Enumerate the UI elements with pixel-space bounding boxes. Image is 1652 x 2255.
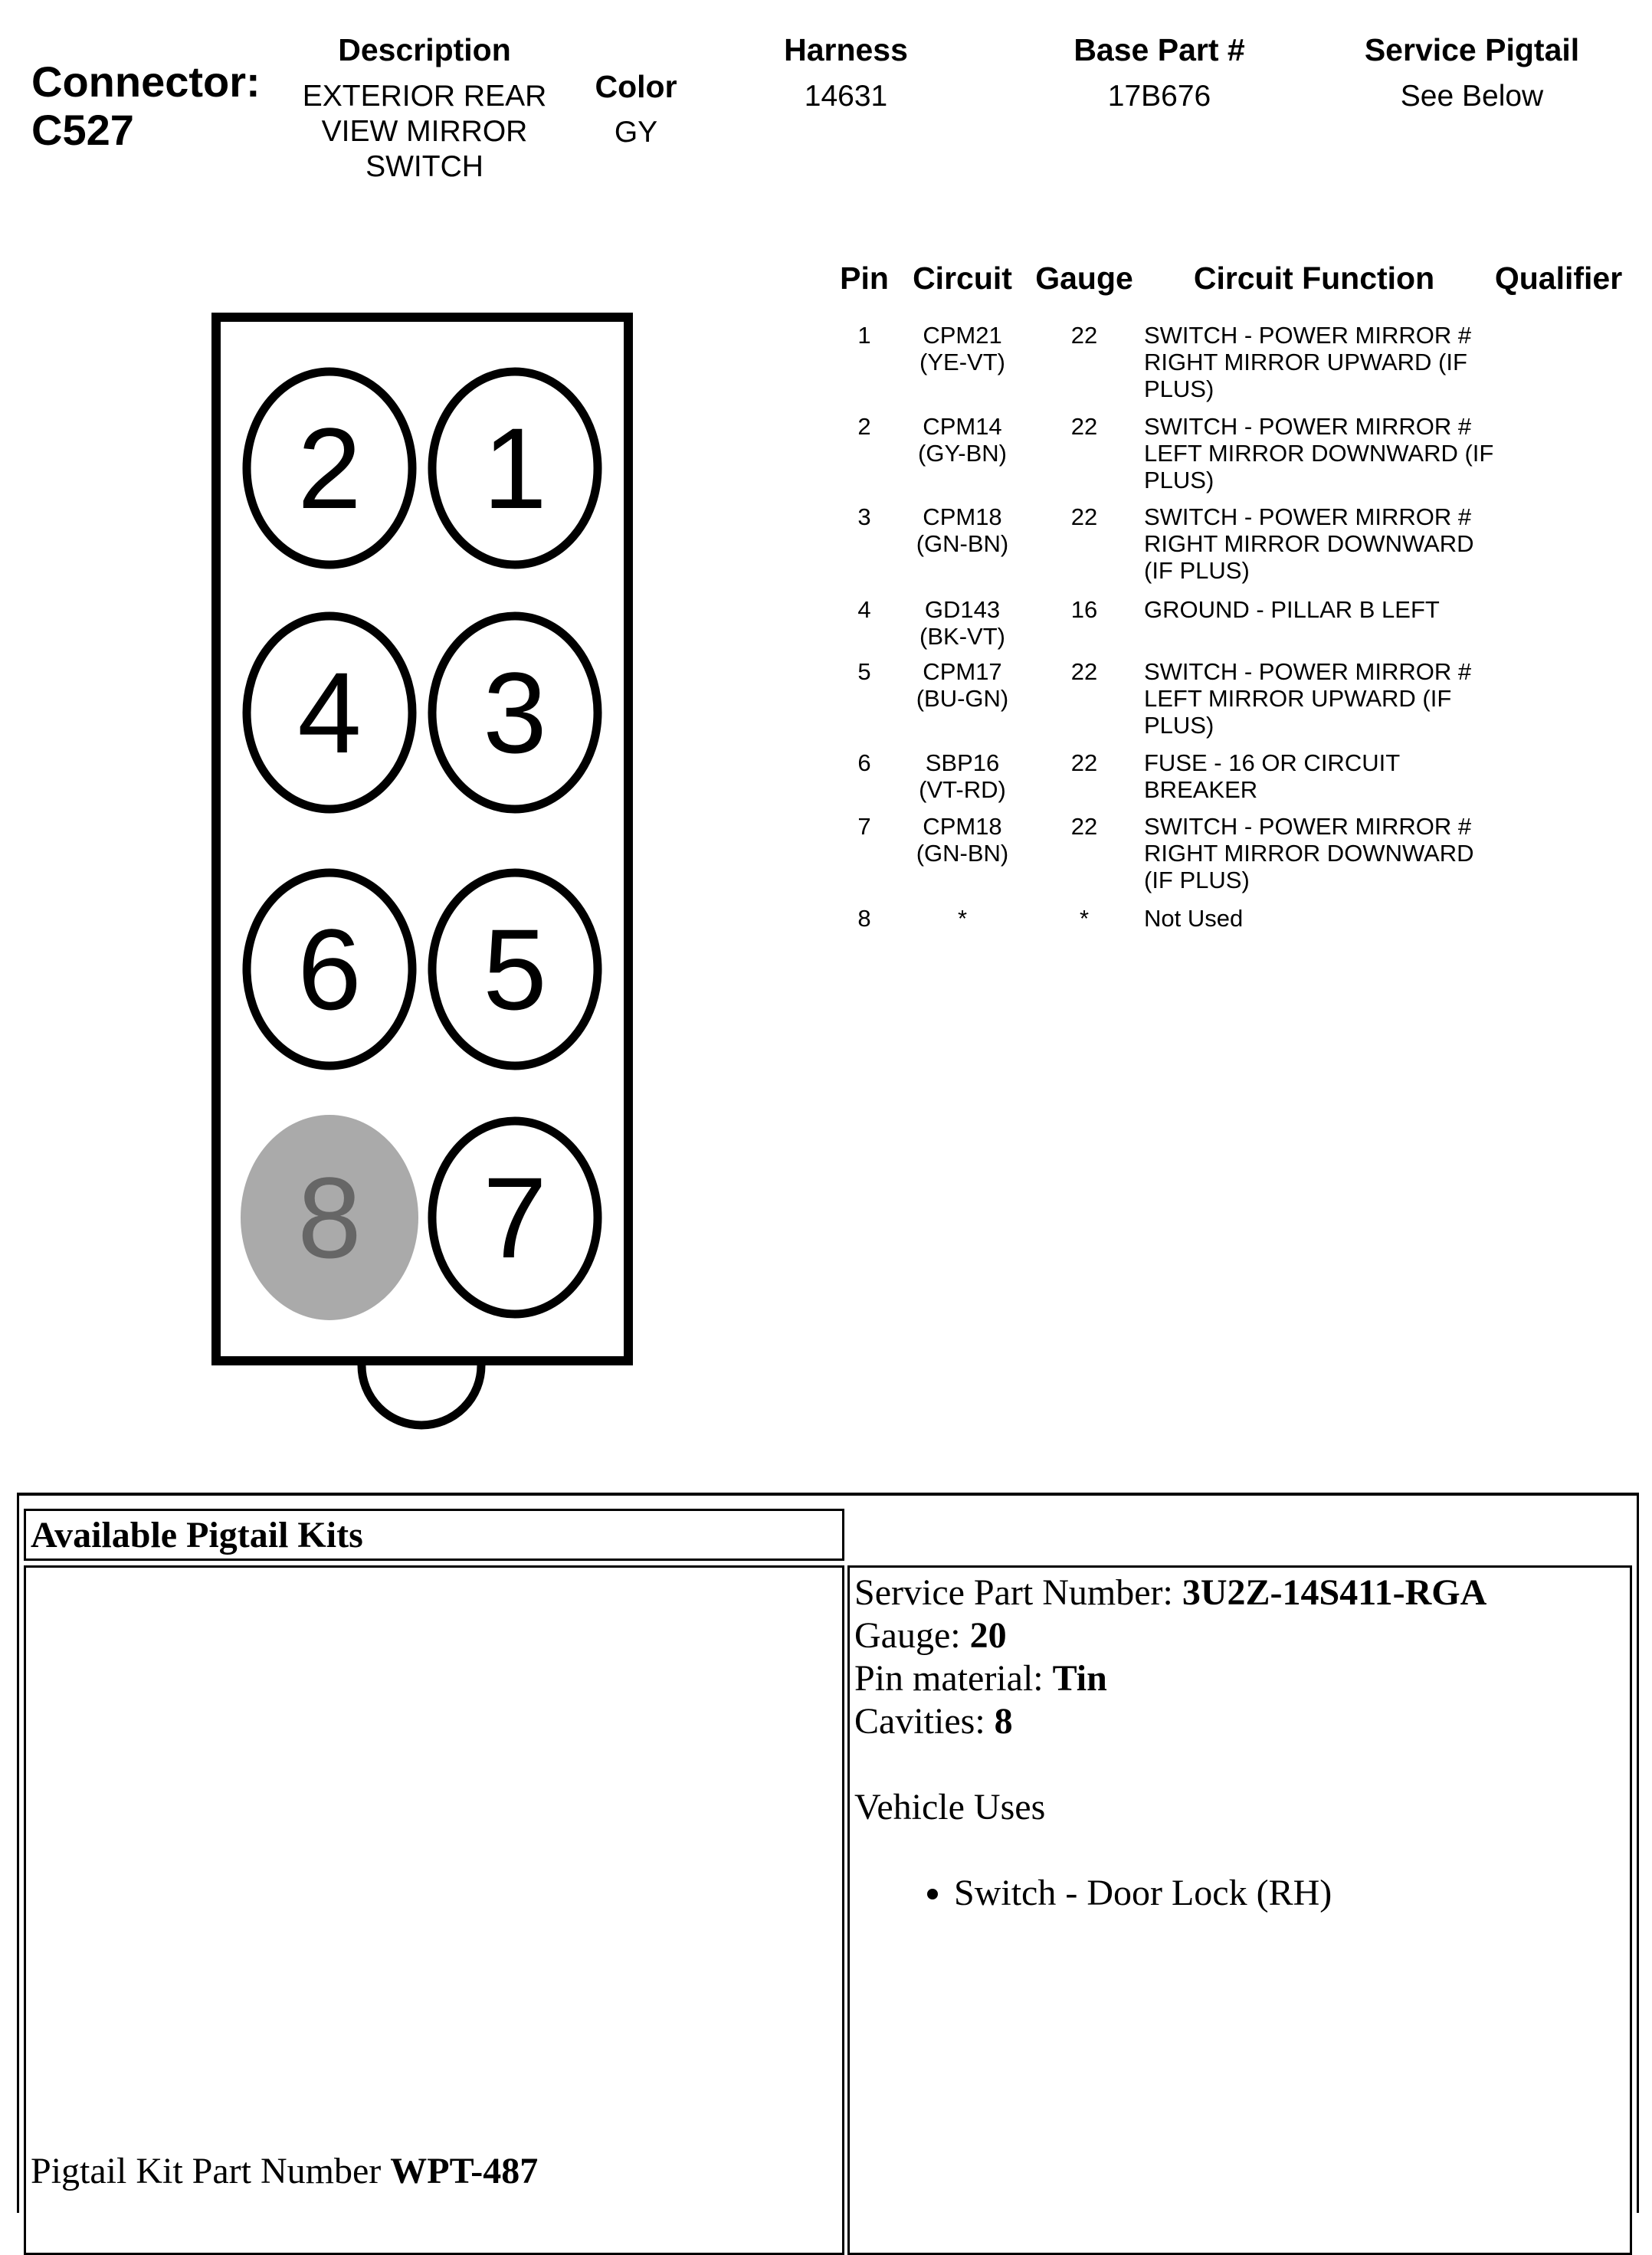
- service-pigtail-value: See Below: [1400, 80, 1544, 113]
- pin-number: 6: [857, 749, 871, 776]
- cavity-label: 7: [483, 1153, 547, 1282]
- circuit-function: SWITCH - POWER MIRROR # LEFT MIRROR DOWNWARD (IF PLUS): [1144, 413, 1494, 493]
- kit-number: WPT-487: [390, 2151, 539, 2191]
- circuit: [916, 503, 1009, 557]
- col-qualifier: Qualifier: [1494, 261, 1623, 296]
- service-pigtail-header: Service Pigtail: [1364, 32, 1580, 67]
- description-line: SWITCH: [365, 150, 483, 183]
- pigtail-title-cell: [24, 1509, 844, 1561]
- circuit: [918, 413, 1007, 467]
- circuit-id: CPM21: [923, 322, 1002, 349]
- vehicle-use-item: • Switch - Door Lock (RH): [954, 1872, 1630, 1915]
- connector-latch: [362, 1365, 481, 1425]
- description-header: Description: [338, 32, 511, 67]
- vehicle-uses-list: [854, 1872, 1630, 1915]
- wire-color: (BU-GN): [916, 685, 1009, 712]
- description-line: EXTERIOR REAR: [302, 80, 547, 113]
- cavity-label: 2: [297, 404, 362, 533]
- circuit-function: GROUND - PILLAR B LEFT: [1144, 596, 1440, 623]
- pigtail-details-cell: [847, 1565, 1632, 2255]
- wire-color: (YE-VT): [919, 349, 1005, 375]
- circuit-id: *: [957, 905, 968, 932]
- gauge: 22: [1070, 813, 1098, 840]
- pin-number: 4: [857, 596, 871, 623]
- circuit-function: SWITCH - POWER MIRROR # RIGHT MIRROR UPWARD (IF PLUS): [1144, 322, 1472, 402]
- pigtail-kit-cell: [24, 1565, 844, 2255]
- circuit-function: SWITCH - POWER MIRROR # RIGHT MIRROR DOWNWARD (IF PLUS): [1144, 503, 1474, 584]
- label: Service Part Number:: [854, 1572, 1182, 1613]
- base-part-header: Base Part #: [1073, 32, 1245, 67]
- cavity-label: 4: [297, 648, 362, 777]
- gauge: 16: [1070, 596, 1098, 623]
- base-part-value: 17B676: [1107, 80, 1211, 113]
- circuit-function: SWITCH - POWER MIRROR # LEFT MIRROR UPWARD (IF PLUS): [1144, 658, 1472, 739]
- vehicle-uses-label: Vehicle Uses: [854, 1787, 1046, 1827]
- circuit-id: CPM18: [923, 503, 1002, 530]
- pin-number: 2: [857, 413, 871, 440]
- value: 20: [969, 1615, 1007, 1656]
- wire-color: (GN-BN): [916, 840, 1009, 867]
- wire-color: (GY-BN): [918, 440, 1007, 467]
- pin-number: 7: [857, 813, 871, 840]
- circuit: [919, 749, 1006, 803]
- cavity-label: 6: [297, 905, 362, 1034]
- color-value: GY: [614, 116, 658, 149]
- circuit: [916, 658, 1009, 712]
- cavity-label: 1: [483, 404, 547, 533]
- connector-diagram: [0, 0, 766, 1456]
- gauge: 22: [1070, 658, 1098, 685]
- gauge: 22: [1070, 322, 1098, 349]
- service-part-number: [854, 1572, 1630, 1614]
- wire-color: (GN-BN): [916, 530, 1009, 557]
- circuit-id: GD143: [924, 596, 1001, 623]
- value: 3U2Z-14S411-RGA: [1182, 1572, 1487, 1613]
- connector-label: Connector:: [31, 57, 261, 106]
- col-circuit-function: Circuit Function: [1193, 261, 1435, 296]
- kit-label: Pigtail Kit Part Number: [31, 2151, 391, 2191]
- value: Tin: [1052, 1658, 1107, 1699]
- gauge: 22: [1070, 749, 1098, 776]
- gauge: [854, 1614, 1630, 1657]
- cavity-label: 5: [483, 905, 547, 1034]
- gauge: 22: [1070, 503, 1098, 530]
- circuit-id: CPM14: [923, 413, 1002, 440]
- pin-number: 8: [857, 905, 871, 932]
- pigtail-kit-part: [31, 2150, 538, 2192]
- color-header: Color: [595, 69, 677, 104]
- wire-color: (VT-RD): [919, 776, 1006, 803]
- cavity-label: 3: [483, 648, 547, 777]
- label: Cavities:: [854, 1701, 995, 1742]
- circuit-id: CPM17: [923, 658, 1002, 685]
- label: Pin material:: [854, 1658, 1053, 1699]
- harness-value: 14631: [804, 80, 888, 113]
- col-pin: Pin: [840, 261, 889, 296]
- pin-number: 1: [857, 322, 871, 349]
- value: 8: [994, 1701, 1013, 1742]
- circuit-function: SWITCH - POWER MIRROR # RIGHT MIRROR DOWNWARD (IF PLUS): [1144, 813, 1474, 893]
- circuit-id: SBP16: [925, 749, 1000, 776]
- pin-number: 3: [857, 503, 871, 530]
- pin-material: [854, 1657, 1630, 1700]
- col-gauge: Gauge: [1035, 261, 1133, 296]
- label: Gauge:: [854, 1615, 970, 1656]
- connector-id: C527: [31, 106, 134, 154]
- circuit: [916, 813, 1009, 867]
- cavities: [854, 1700, 1630, 1743]
- harness-header: Harness: [784, 32, 908, 67]
- col-circuit: Circuit: [913, 261, 1012, 296]
- gauge: *: [1079, 905, 1090, 932]
- cavity-label: 8: [297, 1153, 362, 1282]
- wire-color: (BK-VT): [919, 623, 1005, 650]
- pin-number: 5: [857, 658, 871, 685]
- circuit: [919, 596, 1005, 650]
- circuit-function: Not Used: [1144, 905, 1244, 932]
- circuit-id: CPM18: [923, 813, 1002, 840]
- pigtail-title: Available Pigtail Kits: [31, 1515, 363, 1555]
- circuit: [958, 905, 967, 932]
- gauge: 22: [1070, 413, 1098, 440]
- circuit-function: FUSE - 16 OR CIRCUIT BREAKER: [1144, 749, 1400, 803]
- description-line: VIEW MIRROR: [321, 115, 528, 148]
- circuit: [919, 322, 1005, 375]
